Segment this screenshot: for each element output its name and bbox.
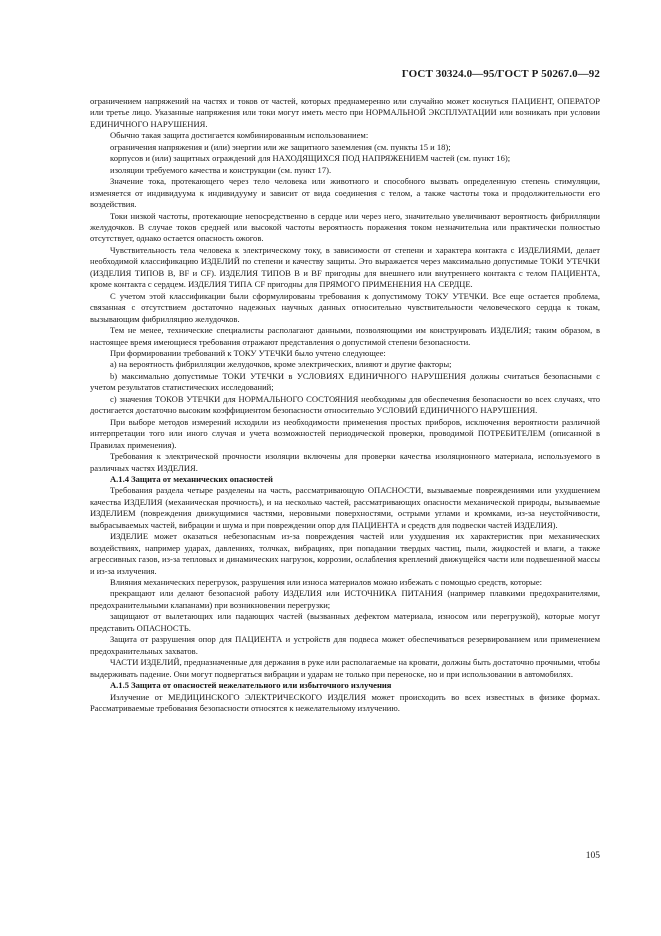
paragraph: Токи низкой частоты, протекающие непосредственно в сердце или через него, значительно увеличивают вероятность фибрилляции желудочков. В случае токов средней или высокой частоты вероятность поражения током незначительна или практически полностью отсутствует, однако остается опасность ожогов. <box>90 210 600 244</box>
paragraph: Требования к электрической прочности изоляции включены для проверки качества изоляционного материала, используемого в различных частях ИЗДЕЛИЯ. <box>90 451 600 473</box>
paragraph: Защита от разрушения опор для ПАЦИЕНТА и устройств для подвеса может обеспечиваться резервированием или применением предохранительных захватов. <box>90 634 600 656</box>
paragraph: Влияния механических перегрузок, разрушения или износа материалов можно избежать с помощью средств, которые: <box>110 577 543 588</box>
paragraph: При выборе методов измерений исходили из необходимости применения простых приборов, исключения вероятности различной интерпретации того или иного случая и учета возможностей периодической проверки, проводимой ПОТРЕБИТЕЛЕМ (описанной в Правилах применения). <box>90 416 600 450</box>
paragraph: Излучение от МЕДИЦИНСКОГО ЭЛЕКТРИЧЕСКОГО ИЗДЕЛИЯ может происходить во всех известных в физике формах. Рассматриваемые требования безопасности относятся к нежелательному излучению. <box>90 691 600 714</box>
page-number: 105 <box>585 851 600 861</box>
paragraph: защищают от вылетающих или падающих частей (вызванных дефектом материала, износом или перегрузкой), которые могут представить ОПАСНОСТЬ. <box>90 611 600 633</box>
list-item: с) значения ТОКОВ УТЕЧКИ для НОРМАЛЬНОГО СОСТОЯНИЯ необходимы для обеспечения безопасности во всех случаях, что достигается достаточно высоким коэффициентом безопасности относительно УСЛОВИЙ ЕДИНИЧНОГО НАРУШЕНИЯ. <box>90 393 600 416</box>
paragraph: прекращают или делают безопасной работу ИЗДЕЛИЯ или ИСТОЧНИКА ПИТАНИЯ (например плавкими предохранителями, предохранительными клапанами) при возникновении перегрузки; <box>90 588 600 610</box>
document-body <box>90 96 600 714</box>
standard-header: ГОСТ 30324.0—95/ГОСТ Р 50267.0—92 <box>401 68 600 80</box>
paragraph: ограничения напряжения и (или) энергии или же защитного заземления (см. пункты 15 и 18); <box>110 141 451 152</box>
paragraph: С учетом этой классификации были сформулированы требования к допустимому ТОКУ УТЕЧКИ. Все еще остается проблема, связанная с отсутствием достаточно надежных научных данных относительно чувствительности человеческого сердца к токам, вызывающим фибрилляцию желудочков. <box>90 290 600 324</box>
paragraph: изоляции требуемого качества и конструкции (см. пункт 17). <box>110 164 332 175</box>
section-heading: А.1.5 Защита от опасностей нежелательного или избыточного излучения <box>110 680 392 691</box>
paragraph: Чувствительность тела человека к электрическому току, в зависимости от степени и характера контакта с ИЗДЕЛИЯМИ, делает необходимой классификацию ИЗДЕЛИЙ по степени и качеству защиты. Это выражается через максимально допустимые ТОКИ УТЕЧКИ (ИЗДЕЛИЯ ТИПОВ В, BF и CF). ИЗДЕЛИЯ ТИПОВ В и BF пригодны для внешнего или внутреннего контакта с телом ПАЦИЕНТА, кроме контакта с сердцем. ИЗДЕЛИЯ ТИПА CF пригодны для ПРЯМОГО ПРИМЕНЕНИЯ НА СЕРДЦЕ. <box>90 244 600 290</box>
list-item: b) максимально допустимые ТОКИ УТЕЧКИ в УСЛОВИЯХ ЕДИНИЧНОГО НАРУШЕНИЯ должны считаться безопасными с учетом результатов статистических исследований; <box>90 370 600 393</box>
section-heading: А.1.4 Защита от механических опасностей <box>110 473 273 484</box>
paragraph: Тем не менее, технические специалисты располагают данными, позволяющими им конструировать ИЗДЕЛИЯ; таким образом, в настоящее время имеющиеся требования отражают представления о допустимой степени безопасности. <box>90 325 600 347</box>
paragraph: Требования раздела четыре разделены на часть, рассматривающую ОПАСНОСТИ, вызываемые повреждениями или ухудшением качества ИЗДЕЛИЯ (механическая прочность), и на несколько частей, рассматривающих опасности механической природы, вызываемые ИЗДЕЛИЕМ (повреждения движущимися частями, неровными поверхностями, острыми углами и кромками, из-за неустойчивости, выбрасываемых частей, вибрации и шума и при повреждении опор для ПАЦИЕНТА и средств для подвески частей ИЗДЕЛИЯ). <box>90 485 600 530</box>
paragraph: корпусов и (или) защитных ограждений для НАХОДЯЩИХСЯ ПОД НАПРЯЖЕНИЕМ частей (см. пункт 16); <box>110 153 511 164</box>
paragraph: ЧАСТИ ИЗДЕЛИЙ, предназначенные для держания в руке или располагаемые на кровати, должны быть достаточно прочными, чтобы выдерживать падение. Они могут подвергаться вибрации и ударам не только при переноске, но и при использовании в автомобилях. <box>90 657 600 679</box>
list-item: а) на вероятность фибрилляции желудочков, кроме электрических, влияют и другие факторы; <box>110 359 452 370</box>
paragraph: ограничением напряжений на частях и токов от частей, которых преднамеренно или случайно может коснуться ПАЦИЕНТ, ОПЕРАТОР или третье лицо. Указанные напряжения или токи могут иметь место при НОРМАЛЬНОЙ ЭКСПЛУАТАЦИИ или возникать при условии ЕДИНИЧНОГО НАРУШЕНИЯ. <box>90 96 600 129</box>
paragraph: ИЗДЕЛИЕ может оказаться небезопасным из-за повреждения частей или ухудшения их характеристик при механических воздействиях, например ударах, давлениях, толчках, вибрациях, при попадании твердых частиц, пыли, жидкостей и влаги, а также агрессивных газов, из-за тепловых и динамических нагрузок, коррозии, ослабления креплений движущейся части или подвешенной массы и из-за излучения. <box>90 531 600 576</box>
paragraph: При формировании требований к ТОКУ УТЕЧКИ было учтено следующее: <box>110 347 386 358</box>
paragraph: Обычно такая защита достигается комбинированным использованием: <box>110 130 369 141</box>
paragraph: Значение тока, протекающего через тело человека или животного и способного вызвать определенную степень стимуляции, изменяется от индивидуума к индивидууму и зависит от вида соединения с телом, а также частоты тока и продолжительности его воздействия. <box>90 176 600 210</box>
